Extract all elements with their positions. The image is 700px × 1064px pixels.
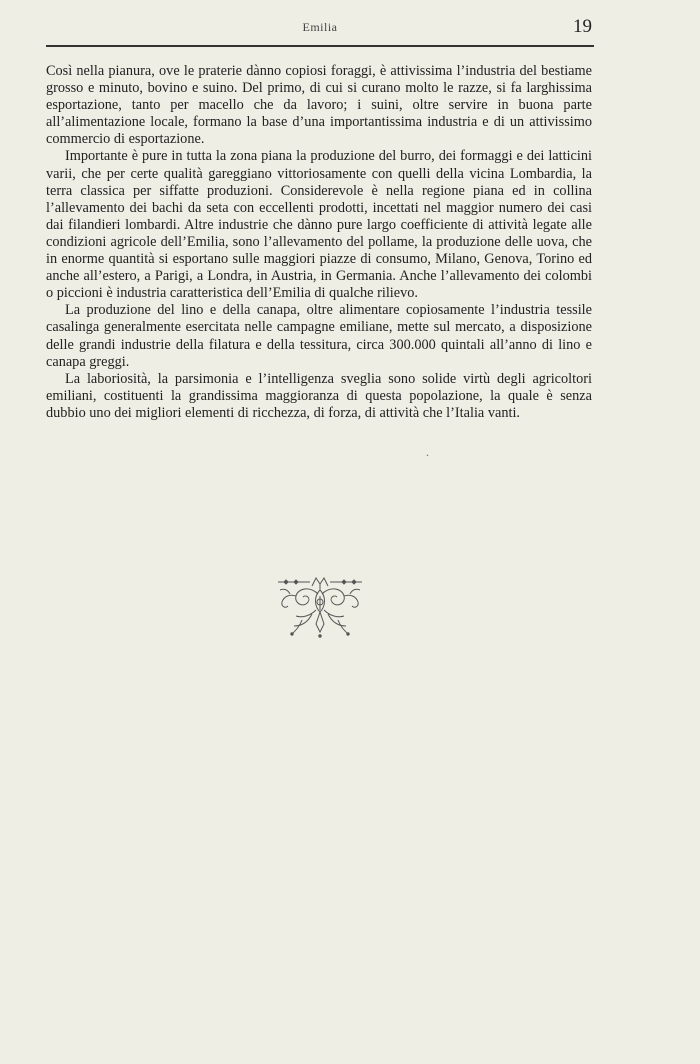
paragraph: Importante è pure in tutta la zona piana la produzione del burro, dei formaggi e dei latticini varii, che per certe qualità gareggiano vittoriosamente con quelli della vicina Lombardia, la terra classica per siffatte produzioni. Considerevole è nella regione piana ed in collina l’allevamento dei bachi da seta con eccellenti prodotti, incettati nel maggior numero dei casi dai filandieri lombardi. Altre industrie che dànno pure largo coefficiente di attività legate alle condizioni agricole dell’Emilia, sono l’allevamento del pollame, la produzione delle uova, che in enorme quantità si esportano sulle maggiori piazze di consumo, Milano, Genova, Torino ed anche all’estero, a Parigi, a Londra, in Austria, in Germania. Anche l’allevamento dei colombi o piccioni è industria caratteristica dell’Emilia di qualche rilievo. <box>46 148 592 302</box>
page-number: 19 <box>573 16 592 37</box>
floral-vignette-icon <box>272 576 368 640</box>
running-head: Emilia <box>302 20 338 34</box>
paragraph: La produzione del lino e della canapa, oltre alimentare copiosamente l’industria tessile casalinga generalmente esercitata nelle campagne emiliane, mette sul mercato, a disposizione delle grandi industrie della filatura e della tessitura, circa 300.000 quintali all’anno di lino e canapa greggi. <box>46 302 592 370</box>
stray-mark: . <box>426 445 429 459</box>
paragraph: Così nella pianura, ove le praterie dànno copiosi foraggi, è attivissima l’industria del bestiame grosso e minuto, bovino e suino. Del primo, di cui si curano molto le razze, si fa larghissima esportazione, tanto per macello che da lavoro; i suini, oltre servire in buona parte all’alimentazione locale, formano la base d’una importantissima industria e di un attivissimo commercio di esportazione. <box>46 63 592 148</box>
header-rule <box>46 45 594 47</box>
paragraph: La laboriosità, la parsimonia e l’intelligenza sveglia sono solide virtù degli agricoltori emiliani, costituenti la grandissima maggioranza di questa popolazione, la quale è senza dubbio uno dei migliori elementi di ricchezza, di forza, di attività che l’Italia vanti. <box>46 370 592 421</box>
body-text <box>46 63 592 422</box>
page-header <box>46 14 594 42</box>
